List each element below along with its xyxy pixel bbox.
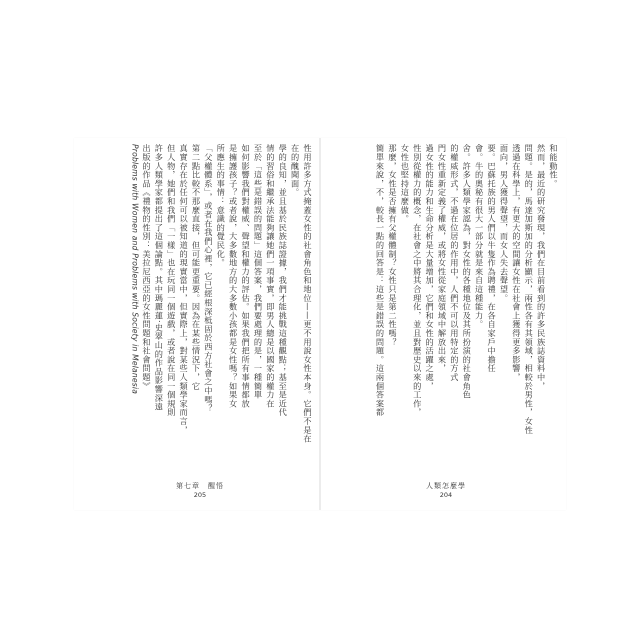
left-page-text <box>82 144 312 472</box>
page-number: 205 <box>193 491 207 499</box>
text-column: 女性也堅持這麼做。 <box>400 144 411 224</box>
text-column: 然而，最近的研究發現，我們在目前看到的許多民族誌資料中， <box>536 144 547 391</box>
right-page-text <box>332 144 558 472</box>
text-column: 問題。是的，馬達加斯加的分析顯示，兩性各有其領域，相較於男性，女性 <box>524 144 535 435</box>
book-title: 人類怎麼學 <box>426 482 466 490</box>
text-column: 真實存在於任何可以被知道的現實當中，但實際上，對某些人類學家而言， <box>179 144 190 435</box>
text-column: 舍。許多人類學家認為，對女性的各種地位及其所扮演的社會角色 <box>462 144 473 400</box>
text-column: 性別從權力的概念，在社會之中將其合理化，並且對歷史以來的工作， <box>412 144 423 417</box>
left-page <box>74 138 320 510</box>
text-column: 性用許多方式掩蓋女性的社會角色和地位——更不用說女性本身。它們不是在 <box>303 144 313 444</box>
text-column: 所應生的事情：意識的覺民化。 <box>216 144 227 268</box>
text-column: 那麼，女性是否擁有父權體制？女性只是第二性嗎？ <box>387 144 398 347</box>
text-column: 學的良知，並且基於民族誌證據，我們才能挑戰這種觀點；基至是近代 <box>278 144 289 417</box>
text-column: 過女性的能力和生命分析是大量增加，它們和女性的活躍之處， <box>425 144 436 391</box>
book-spread <box>74 138 566 510</box>
text-column: 的權威形式，不過在位居的作用中，人們不可以用特定的方式 <box>449 144 460 382</box>
text-column: 和能動性。 <box>549 144 559 188</box>
text-column: 面向，男人獲得聲望，而女人失去聲望。 <box>499 144 510 303</box>
right-page-footer <box>416 482 476 500</box>
english-title-column: Problems with Women and Problems with Society in Melanesia <box>130 144 140 395</box>
text-column: 在的醜聞面。 <box>290 144 301 197</box>
text-column: 要。巴蘇托族的男人們以牛隻作為聘禮，在各自家戶中擔任 <box>487 144 498 373</box>
text-column: 出版的作品《禮物的性別：美拉尼西亞的女性問題和社會問題》 <box>141 144 152 391</box>
text-column: 情的習俗和繼承法能夠讓她們一項事實，即男人總是以國家的權力在 <box>265 144 276 408</box>
text-column: 會。牛的奧秘有很大一部分就是來自這種能力。 <box>474 144 485 329</box>
text-column: 透過在科學上，有更大的空間讓女性在社會上獲得更多影響， <box>511 144 522 382</box>
text-column: 「父權體系」，或者在我們心裡，它已經根深柢固於西方社會之中嗎？ <box>203 144 214 413</box>
chapter-title: 第七章 醒悟 <box>176 482 224 490</box>
text-column: 第二點比較不那麼直接，但可能更重要。因為在某些情況下，它 <box>191 144 202 391</box>
right-page <box>320 138 566 510</box>
text-column: 但人物，她們和我們「一樣」也在玩同一個遊戲，或者說在同一個規則 <box>166 144 177 417</box>
text-column: 至於「這些是錯誤的問題」這個答案，我們要處理的是，一種簡單 <box>253 144 264 400</box>
text-column: 簡單來說，不，較長一點的回答是：這些是錯誤的問題。這兩個答案都 <box>375 144 386 417</box>
page-number: 204 <box>439 491 453 499</box>
left-page-footer <box>170 482 230 500</box>
text-column: 門女性重新定義了權威，或將女性從家庭領域中解放出來， <box>437 144 448 373</box>
text-column: 是擁護孩子？或者說，大多數地方的大多數小孩都是女性嗎？如果女 <box>228 144 239 408</box>
text-column: 如何影響我們對權威、聲望和權力的評估。如果我們把所有事情都放 <box>241 144 252 408</box>
text-column: 許多人類學家都提出了這個論點。其中瑪麗蓮·史翠山的作品影響深遠 <box>154 144 165 412</box>
